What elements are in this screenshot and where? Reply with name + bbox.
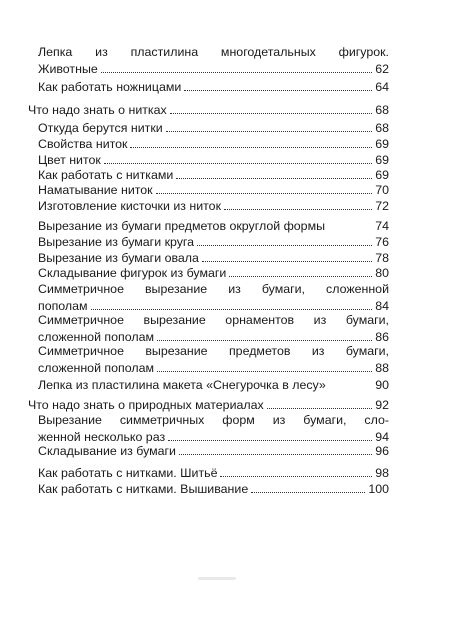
toc-page-number: 88 <box>375 361 389 375</box>
toc-page-number: 69 <box>375 153 389 167</box>
toc-entry-title: Как работать с нитками <box>38 168 174 182</box>
toc-entry-title: Что надо знать о природных материалах <box>28 398 264 412</box>
toc-entry <box>38 153 389 167</box>
toc-page-number: 69 <box>375 137 389 151</box>
dot-leader <box>91 309 373 310</box>
toc-entry <box>38 444 389 458</box>
toc-entry-title: Складывание фигурок из бумаги <box>38 266 227 280</box>
dot-leader <box>170 113 373 114</box>
toc-entry <box>38 466 389 480</box>
toc-entry-title: пополам <box>38 299 88 313</box>
dot-leader <box>176 178 372 179</box>
toc-entry-title: Откуда берутся нитки <box>38 121 163 135</box>
dot-leader <box>267 408 372 409</box>
toc-entry <box>38 183 389 197</box>
dot-leader <box>329 388 372 389</box>
toc-entry-title: Вырезание из бумаги предметов округлой формы <box>38 219 325 233</box>
toc-entry-title: Вырезание из бумаги круга <box>38 235 195 249</box>
toc-entry <box>38 199 389 213</box>
toc-page-number: 100 <box>368 482 389 496</box>
dot-leader <box>229 276 372 277</box>
toc-entry-title: женной несколько раз <box>38 430 166 444</box>
toc-entry <box>38 266 389 280</box>
toc-page-number: 70 <box>375 183 389 197</box>
toc-entry-title: Вырезание из бумаги овала <box>38 251 199 265</box>
toc-entry <box>38 168 389 182</box>
toc-page-number: 68 <box>375 103 389 117</box>
toc-entry-title: Лепка из пластилина макета «Снегурочка в лесу» <box>38 378 326 392</box>
toc-page-number: 64 <box>375 80 389 94</box>
toc-entry <box>38 413 389 444</box>
dot-leader <box>157 371 372 372</box>
dot-leader <box>168 440 372 441</box>
toc-page-number: 62 <box>375 62 389 76</box>
dot-leader <box>166 131 373 132</box>
dot-leader <box>328 229 372 230</box>
dot-leader <box>104 163 372 164</box>
toc-entry <box>38 378 389 392</box>
toc-page-number: 72 <box>375 199 389 213</box>
dot-leader <box>197 245 372 246</box>
toc-entry-title: Лепка из пластилина многодетальных фигурок. <box>38 45 389 59</box>
toc-page-number: 94 <box>375 430 389 444</box>
dot-leader <box>220 476 372 477</box>
toc-entry-title: Симметричное вырезание предметов из бумаги, <box>38 344 389 358</box>
toc-entry-title: Наматывание ниток <box>38 183 153 197</box>
toc-entry <box>38 45 389 76</box>
dot-leader <box>156 193 373 194</box>
toc-entry-title: сложенной пополам <box>38 361 155 375</box>
toc-page-number: 98 <box>375 466 389 480</box>
dot-leader <box>130 147 372 148</box>
toc-entry-title: Что надо знать о нитках <box>28 103 167 117</box>
toc-entry <box>38 282 389 313</box>
toc-page-number: 76 <box>375 235 389 249</box>
toc-entry-title: Симметричное вырезание из бумаги, сложенной <box>38 282 389 296</box>
toc-entry-title: Симметричное вырезание орнаментов из бумаги, <box>38 313 389 327</box>
dot-leader <box>179 454 372 455</box>
toc-page-number: 92 <box>375 398 389 412</box>
toc-entry-title: сложенной пополам <box>38 330 155 344</box>
toc-entry-title: Животные <box>38 62 98 76</box>
toc-entry <box>28 398 389 412</box>
toc-entry-title: Как работать с нитками. Шитьё <box>38 466 218 480</box>
toc-page-number: 74 <box>375 219 389 233</box>
dot-leader <box>157 340 372 341</box>
dot-leader <box>184 90 372 91</box>
toc-entry-title: Как работать с нитками. Вышивание <box>38 482 249 496</box>
toc-page-number: 68 <box>375 121 389 135</box>
toc-entry-title: Как работать ножницами <box>38 80 182 94</box>
toc-entry <box>38 482 389 496</box>
toc-page-number: 80 <box>375 266 389 280</box>
toc-entry-title: Свойства ниток <box>38 137 128 151</box>
toc-entry <box>38 313 389 344</box>
toc-entry <box>38 235 389 249</box>
toc-page-number: 84 <box>375 299 389 313</box>
toc-page-number: 69 <box>375 168 389 182</box>
dot-leader <box>224 209 372 210</box>
toc-entry <box>38 344 389 375</box>
toc-entry-title: Вырезание симметричных форм из бумаги, сло- <box>38 413 389 427</box>
toc-page-number: 96 <box>375 444 389 458</box>
toc-page-number: 86 <box>375 330 389 344</box>
toc-entry <box>38 137 389 151</box>
toc-entry-title: Изготовление кисточки из ниток <box>38 199 221 213</box>
page-smudge <box>198 577 236 580</box>
toc-entry-title: Складывание из бумаги <box>38 444 176 458</box>
dot-leader <box>202 261 372 262</box>
toc-entry <box>38 219 389 233</box>
toc-entry <box>28 103 389 117</box>
toc-entry <box>38 121 389 135</box>
toc-entry <box>38 251 389 265</box>
toc-entry <box>38 80 389 94</box>
dot-leader <box>251 492 365 493</box>
toc-entry-title: Цвет ниток <box>38 153 101 167</box>
toc-page-number: 78 <box>375 251 389 265</box>
toc-page-number: 90 <box>375 378 389 392</box>
dot-leader <box>101 72 372 73</box>
